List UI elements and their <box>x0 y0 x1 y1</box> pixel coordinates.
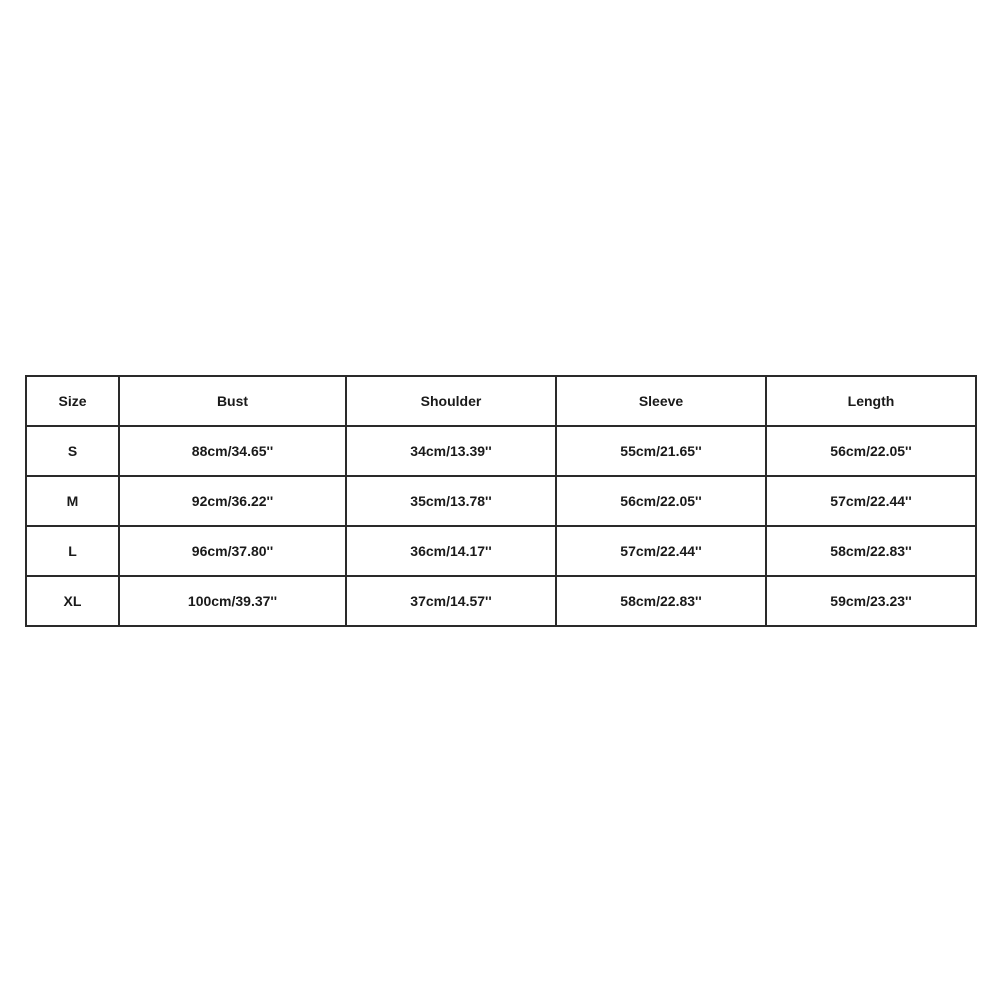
shoulder-cell: 34cm/13.39'' <box>346 426 556 476</box>
sleeve-cell: 57cm/22.44'' <box>556 526 766 576</box>
sleeve-cell: 55cm/21.65'' <box>556 426 766 476</box>
size-cell: S <box>26 426 119 476</box>
header-size: Size <box>26 376 119 426</box>
table-row <box>26 426 976 476</box>
bust-cell: 88cm/34.65'' <box>119 426 346 476</box>
length-cell: 58cm/22.83'' <box>766 526 976 576</box>
size-cell: L <box>26 526 119 576</box>
table-header-row <box>26 376 976 426</box>
header-bust: Bust <box>119 376 346 426</box>
header-shoulder: Shoulder <box>346 376 556 426</box>
length-cell: 59cm/23.23'' <box>766 576 976 626</box>
length-cell: 56cm/22.05'' <box>766 426 976 476</box>
size-cell: M <box>26 476 119 526</box>
sleeve-cell: 58cm/22.83'' <box>556 576 766 626</box>
table-row <box>26 476 976 526</box>
header-length: Length <box>766 376 976 426</box>
table-row <box>26 576 976 626</box>
shoulder-cell: 37cm/14.57'' <box>346 576 556 626</box>
table-row <box>26 526 976 576</box>
bust-cell: 92cm/36.22'' <box>119 476 346 526</box>
length-cell: 57cm/22.44'' <box>766 476 976 526</box>
sleeve-cell: 56cm/22.05'' <box>556 476 766 526</box>
bust-cell: 96cm/37.80'' <box>119 526 346 576</box>
size-chart-table <box>25 375 977 627</box>
shoulder-cell: 36cm/14.17'' <box>346 526 556 576</box>
bust-cell: 100cm/39.37'' <box>119 576 346 626</box>
header-sleeve: Sleeve <box>556 376 766 426</box>
shoulder-cell: 35cm/13.78'' <box>346 476 556 526</box>
size-cell: XL <box>26 576 119 626</box>
